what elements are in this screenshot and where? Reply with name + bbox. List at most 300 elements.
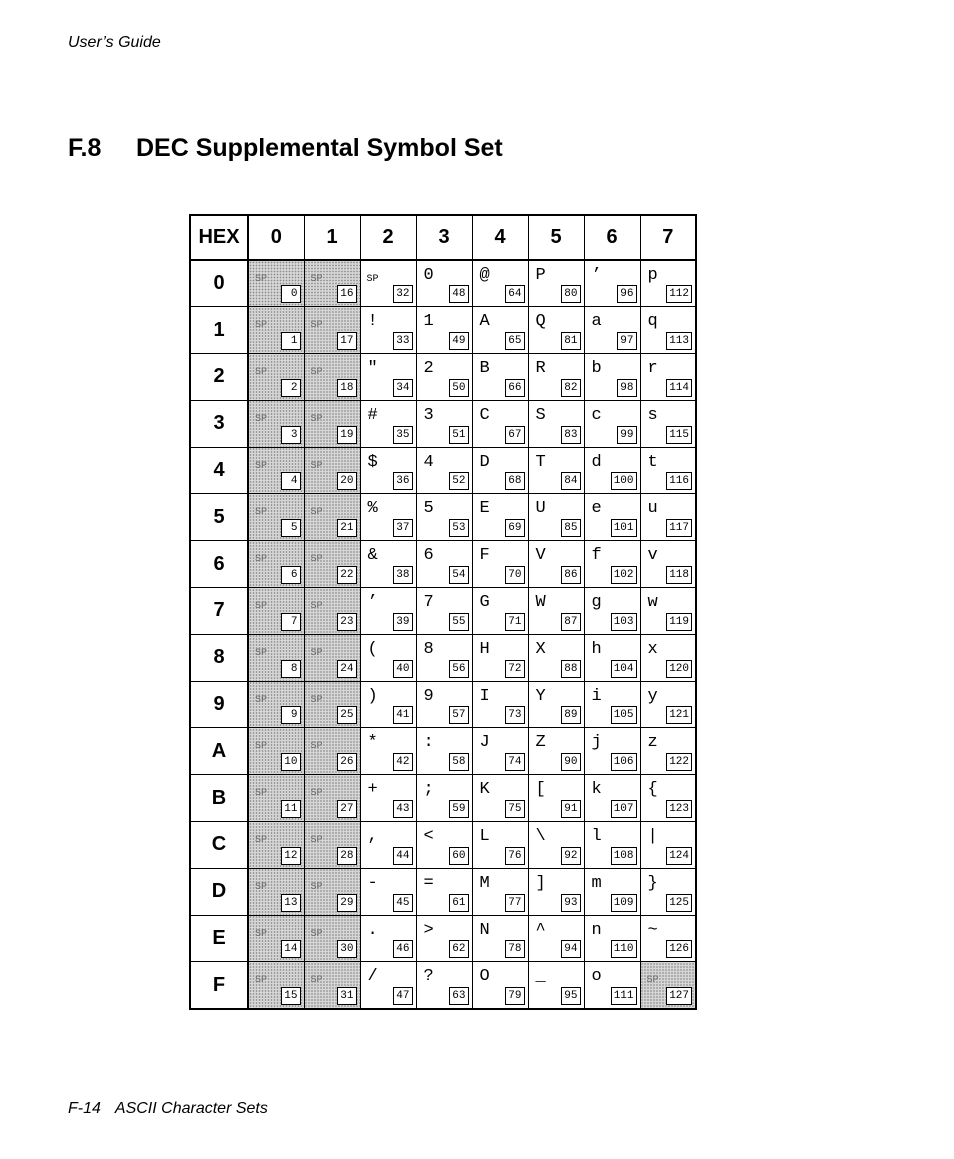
table-row: [190, 260, 696, 307]
char-glyph: SP: [255, 274, 268, 285]
char-cell: [472, 354, 528, 401]
page-number: F-14: [68, 1100, 101, 1117]
decimal-code: 49: [449, 332, 469, 350]
char-glyph: Z: [535, 733, 546, 753]
char-cell: [528, 962, 584, 1009]
char-glyph: }: [647, 873, 658, 893]
decimal-code: 58: [449, 753, 469, 771]
char-cell: [416, 962, 472, 1009]
char-cell: [640, 307, 696, 354]
decimal-code: 116: [666, 472, 692, 490]
decimal-code: 124: [666, 847, 692, 865]
char-glyph: l: [591, 827, 602, 847]
decimal-code: 101: [611, 519, 637, 537]
decimal-code: 80: [561, 285, 581, 303]
char-glyph: G: [479, 593, 490, 613]
table-row: [190, 634, 696, 681]
column-header-0: 0: [248, 215, 304, 260]
column-header-4: 4: [472, 215, 528, 260]
decimal-code: 1: [281, 332, 301, 350]
char-cell: [416, 588, 472, 635]
char-glyph: !: [367, 312, 378, 332]
decimal-code: 83: [561, 426, 581, 444]
decimal-code: 92: [561, 847, 581, 865]
char-glyph: g: [591, 593, 602, 613]
char-cell: [584, 588, 640, 635]
char-glyph: K: [479, 780, 490, 800]
char-cell: [528, 868, 584, 915]
char-glyph: \: [535, 827, 546, 847]
char-glyph: SP: [255, 835, 268, 847]
char-glyph: V: [535, 546, 546, 566]
decimal-code: 90: [561, 753, 581, 771]
char-cell: [640, 868, 696, 915]
char-cell: [472, 400, 528, 447]
decimal-code: 59: [449, 800, 469, 818]
char-cell: [248, 775, 304, 822]
char-cell: [584, 260, 640, 307]
char-cell: [360, 634, 416, 681]
char-cell: [640, 775, 696, 822]
char-glyph: n: [591, 920, 602, 940]
decimal-code: 74: [505, 753, 525, 771]
char-glyph: SP: [310, 928, 323, 940]
char-glyph: I: [479, 686, 490, 706]
table-row: [190, 447, 696, 494]
char-cell: [416, 494, 472, 541]
row-header: A: [190, 728, 248, 775]
decimal-code: 34: [393, 379, 413, 397]
char-glyph: ?: [423, 967, 434, 987]
decimal-code: 100: [611, 472, 637, 490]
char-glyph: SP: [310, 788, 323, 800]
char-glyph: >: [423, 920, 434, 940]
char-glyph: W: [535, 593, 546, 613]
table-row: [190, 307, 696, 354]
decimal-code: 113: [666, 332, 692, 350]
decimal-code: 28: [337, 847, 357, 865]
char-glyph: SP: [255, 320, 268, 332]
row-header: 0: [190, 260, 248, 307]
decimal-code: 5: [281, 519, 301, 537]
char-glyph: B: [479, 359, 490, 379]
char-cell: [248, 681, 304, 728]
decimal-code: 4: [281, 472, 301, 490]
decimal-code: 36: [393, 472, 413, 490]
char-cell: [416, 634, 472, 681]
char-cell: [304, 588, 360, 635]
char-cell: [416, 541, 472, 588]
char-glyph: H: [479, 639, 490, 659]
char-cell: [472, 494, 528, 541]
char-glyph: SP: [255, 788, 268, 800]
decimal-code: 37: [393, 519, 413, 537]
char-glyph: SP: [646, 975, 659, 987]
footer-section-name: ASCII Character Sets: [114, 1100, 268, 1117]
decimal-code: 110: [611, 940, 637, 958]
table-row: [190, 354, 696, 401]
decimal-code: 70: [505, 566, 525, 584]
page-footer: [68, 1100, 268, 1118]
char-cell: [472, 307, 528, 354]
char-glyph: 6: [423, 546, 434, 566]
decimal-code: 61: [449, 894, 469, 912]
char-cell: [416, 447, 472, 494]
char-cell: [416, 400, 472, 447]
decimal-code: 27: [337, 800, 357, 818]
decimal-code: 121: [666, 706, 692, 724]
char-cell: [248, 400, 304, 447]
char-cell: [360, 354, 416, 401]
table-row: [190, 728, 696, 775]
char-glyph: e: [591, 499, 602, 519]
section-title: [68, 134, 503, 163]
char-glyph: t: [647, 452, 658, 472]
char-glyph: &: [367, 546, 378, 566]
char-glyph: Y: [535, 686, 546, 706]
row-header: C: [190, 822, 248, 869]
char-cell: [584, 822, 640, 869]
decimal-code: 76: [505, 847, 525, 865]
char-cell: [584, 681, 640, 728]
char-cell: [360, 728, 416, 775]
column-header-1: 1: [304, 215, 360, 260]
char-cell: [304, 962, 360, 1009]
char-cell: [528, 728, 584, 775]
char-glyph: {: [647, 780, 658, 800]
char-glyph: |: [647, 827, 658, 847]
decimal-code: 96: [617, 285, 637, 303]
char-glyph: 4: [423, 452, 434, 472]
char-glyph: M: [479, 873, 490, 893]
decimal-code: 46: [393, 940, 413, 958]
char-glyph: SP: [310, 367, 323, 379]
decimal-code: 48: [449, 285, 469, 303]
char-glyph: (: [367, 639, 378, 659]
decimal-code: 94: [561, 940, 581, 958]
decimal-code: 25: [337, 706, 357, 724]
char-cell: [304, 260, 360, 307]
decimal-code: 23: [337, 613, 357, 631]
decimal-code: 102: [611, 566, 637, 584]
char-glyph: R: [535, 359, 546, 379]
char-cell: [248, 728, 304, 775]
char-cell: [640, 728, 696, 775]
char-glyph: d: [591, 452, 602, 472]
char-cell: [472, 681, 528, 728]
char-cell: [304, 400, 360, 447]
char-cell: [640, 447, 696, 494]
decimal-code: 29: [337, 894, 357, 912]
decimal-code: 75: [505, 800, 525, 818]
char-cell: [248, 447, 304, 494]
char-glyph: @: [479, 266, 490, 285]
decimal-code: 21: [337, 519, 357, 537]
char-glyph: SP: [310, 741, 323, 753]
char-cell: [360, 962, 416, 1009]
decimal-code: 51: [449, 426, 469, 444]
char-glyph: ): [367, 686, 378, 706]
char-glyph: F: [479, 546, 490, 566]
decimal-code: 60: [449, 847, 469, 865]
char-cell: [304, 822, 360, 869]
char-cell: [304, 868, 360, 915]
char-glyph: L: [479, 827, 490, 847]
char-glyph: %: [367, 499, 378, 519]
char-cell: [472, 447, 528, 494]
row-header: 4: [190, 447, 248, 494]
char-cell: [248, 822, 304, 869]
table-row: [190, 541, 696, 588]
char-cell: [528, 354, 584, 401]
decimal-code: 41: [393, 706, 413, 724]
decimal-code: 43: [393, 800, 413, 818]
decimal-code: 85: [561, 519, 581, 537]
char-glyph: m: [591, 873, 602, 893]
decimal-code: 95: [561, 987, 581, 1005]
decimal-code: 14: [281, 940, 301, 958]
char-glyph: x: [647, 639, 658, 659]
decimal-code: 125: [666, 894, 692, 912]
char-cell: [304, 728, 360, 775]
decimal-code: 9: [281, 706, 301, 724]
char-cell: [584, 307, 640, 354]
char-cell: [640, 962, 696, 1009]
char-cell: [640, 260, 696, 307]
char-cell: [584, 354, 640, 401]
row-header: E: [190, 915, 248, 962]
char-cell: [472, 962, 528, 1009]
char-cell: [528, 541, 584, 588]
char-glyph: SP: [310, 320, 323, 332]
decimal-code: 122: [666, 753, 692, 771]
decimal-code: 71: [505, 613, 525, 631]
char-cell: [304, 447, 360, 494]
table-row: [190, 775, 696, 822]
char-glyph: SP: [310, 274, 323, 285]
char-glyph: SP: [255, 928, 268, 940]
char-glyph: :: [423, 733, 434, 753]
char-glyph: SP: [310, 554, 323, 566]
decimal-code: 66: [505, 379, 525, 397]
row-header: B: [190, 775, 248, 822]
char-glyph: SP: [255, 460, 268, 472]
decimal-code: 35: [393, 426, 413, 444]
section-number: F.8: [68, 134, 102, 162]
char-glyph: o: [591, 967, 602, 987]
decimal-code: 13: [281, 894, 301, 912]
char-glyph: N: [479, 920, 490, 940]
decimal-code: 32: [393, 285, 413, 303]
decimal-code: 33: [393, 332, 413, 350]
char-glyph: +: [367, 780, 378, 800]
decimal-code: 26: [337, 753, 357, 771]
decimal-code: 8: [281, 660, 301, 678]
char-glyph: ’: [591, 266, 602, 285]
decimal-code: 16: [337, 285, 357, 303]
section-title-text: DEC Supplemental Symbol Set: [136, 134, 503, 162]
char-cell: [416, 260, 472, 307]
decimal-code: 78: [505, 940, 525, 958]
decimal-code: 55: [449, 613, 469, 631]
char-cell: [416, 822, 472, 869]
char-glyph: SP: [255, 507, 268, 519]
decimal-code: 84: [561, 472, 581, 490]
decimal-code: 118: [666, 566, 692, 584]
decimal-code: 24: [337, 660, 357, 678]
decimal-code: 19: [337, 426, 357, 444]
char-glyph: X: [535, 639, 546, 659]
char-glyph: k: [591, 780, 602, 800]
char-cell: [472, 915, 528, 962]
table-row: [190, 868, 696, 915]
char-cell: [584, 915, 640, 962]
char-glyph: SP: [255, 694, 268, 706]
char-glyph: b: [591, 359, 602, 379]
char-glyph: A: [479, 312, 490, 332]
char-cell: [640, 400, 696, 447]
char-glyph: D: [479, 452, 490, 472]
decimal-code: 109: [611, 894, 637, 912]
decimal-code: 73: [505, 706, 525, 724]
char-cell: [416, 915, 472, 962]
table-row: [190, 822, 696, 869]
char-cell: [528, 915, 584, 962]
char-cell: [472, 868, 528, 915]
char-cell: [416, 681, 472, 728]
char-cell: [360, 822, 416, 869]
char-cell: [584, 868, 640, 915]
char-cell: [248, 634, 304, 681]
char-cell: [528, 822, 584, 869]
decimal-code: 12: [281, 847, 301, 865]
decimal-code: 65: [505, 332, 525, 350]
decimal-code: 119: [666, 613, 692, 631]
decimal-code: 44: [393, 847, 413, 865]
decimal-code: 114: [666, 379, 692, 397]
decimal-code: 77: [505, 894, 525, 912]
char-cell: [528, 634, 584, 681]
char-glyph: U: [535, 499, 546, 519]
char-cell: [472, 634, 528, 681]
char-cell: [248, 915, 304, 962]
decimal-code: 104: [611, 660, 637, 678]
char-cell: [528, 307, 584, 354]
char-cell: [360, 400, 416, 447]
decimal-code: 53: [449, 519, 469, 537]
decimal-code: 6: [281, 566, 301, 584]
decimal-code: 50: [449, 379, 469, 397]
char-glyph: v: [647, 546, 658, 566]
char-glyph: SP: [255, 647, 268, 659]
decimal-code: 62: [449, 940, 469, 958]
decimal-code: 45: [393, 894, 413, 912]
char-cell: [416, 868, 472, 915]
row-header: 6: [190, 541, 248, 588]
char-glyph: SP: [310, 835, 323, 847]
corner-label: HEX: [190, 215, 248, 260]
decimal-code: 93: [561, 894, 581, 912]
char-glyph: SP: [255, 601, 268, 613]
char-cell: [360, 260, 416, 307]
char-cell: [584, 400, 640, 447]
decimal-code: 20: [337, 472, 357, 490]
row-header: F: [190, 962, 248, 1009]
char-cell: [640, 494, 696, 541]
decimal-code: 54: [449, 566, 469, 584]
char-glyph: u: [647, 499, 658, 519]
char-glyph: SP: [310, 601, 323, 613]
decimal-code: 88: [561, 660, 581, 678]
char-cell: [360, 307, 416, 354]
char-glyph: c: [591, 405, 602, 425]
char-glyph: P: [535, 266, 546, 285]
column-header-5: 5: [528, 215, 584, 260]
char-glyph: -: [367, 873, 378, 893]
char-cell: [304, 494, 360, 541]
table-row: [190, 681, 696, 728]
char-glyph: SP: [255, 554, 268, 566]
char-cell: [416, 354, 472, 401]
decimal-code: 56: [449, 660, 469, 678]
decimal-code: 103: [611, 613, 637, 631]
decimal-code: 22: [337, 566, 357, 584]
char-cell: [304, 915, 360, 962]
decimal-code: 42: [393, 753, 413, 771]
decimal-code: 63: [449, 987, 469, 1005]
decimal-code: 99: [617, 426, 637, 444]
decimal-code: 106: [611, 753, 637, 771]
table-row: [190, 494, 696, 541]
char-glyph: $: [367, 452, 378, 472]
char-glyph: #: [367, 405, 378, 425]
char-glyph: j: [591, 733, 602, 753]
char-cell: [360, 494, 416, 541]
char-cell: [472, 822, 528, 869]
char-glyph: 8: [423, 639, 434, 659]
char-glyph: SP: [310, 975, 323, 987]
running-head: User’s Guide: [68, 34, 161, 51]
char-glyph: [: [535, 780, 546, 800]
char-cell: [472, 728, 528, 775]
char-glyph: ’: [367, 593, 378, 613]
char-cell: [360, 447, 416, 494]
table-row: [190, 588, 696, 635]
row-header: 1: [190, 307, 248, 354]
char-glyph: 2: [423, 359, 434, 379]
decimal-code: 108: [611, 847, 637, 865]
char-cell: [640, 541, 696, 588]
column-header-3: 3: [416, 215, 472, 260]
decimal-code: 17: [337, 332, 357, 350]
table-row: [190, 915, 696, 962]
char-cell: [248, 494, 304, 541]
decimal-code: 91: [561, 800, 581, 818]
char-cell: [640, 354, 696, 401]
char-cell: [304, 681, 360, 728]
decimal-code: 40: [393, 660, 413, 678]
char-glyph: z: [647, 733, 658, 753]
decimal-code: 81: [561, 332, 581, 350]
char-glyph: SP: [310, 460, 323, 472]
char-glyph: SP: [255, 413, 268, 425]
char-cell: [360, 868, 416, 915]
char-glyph: 3: [423, 405, 434, 425]
char-glyph: SP: [310, 507, 323, 519]
decimal-code: 39: [393, 613, 413, 631]
char-cell: [248, 260, 304, 307]
char-glyph: p: [647, 266, 658, 285]
